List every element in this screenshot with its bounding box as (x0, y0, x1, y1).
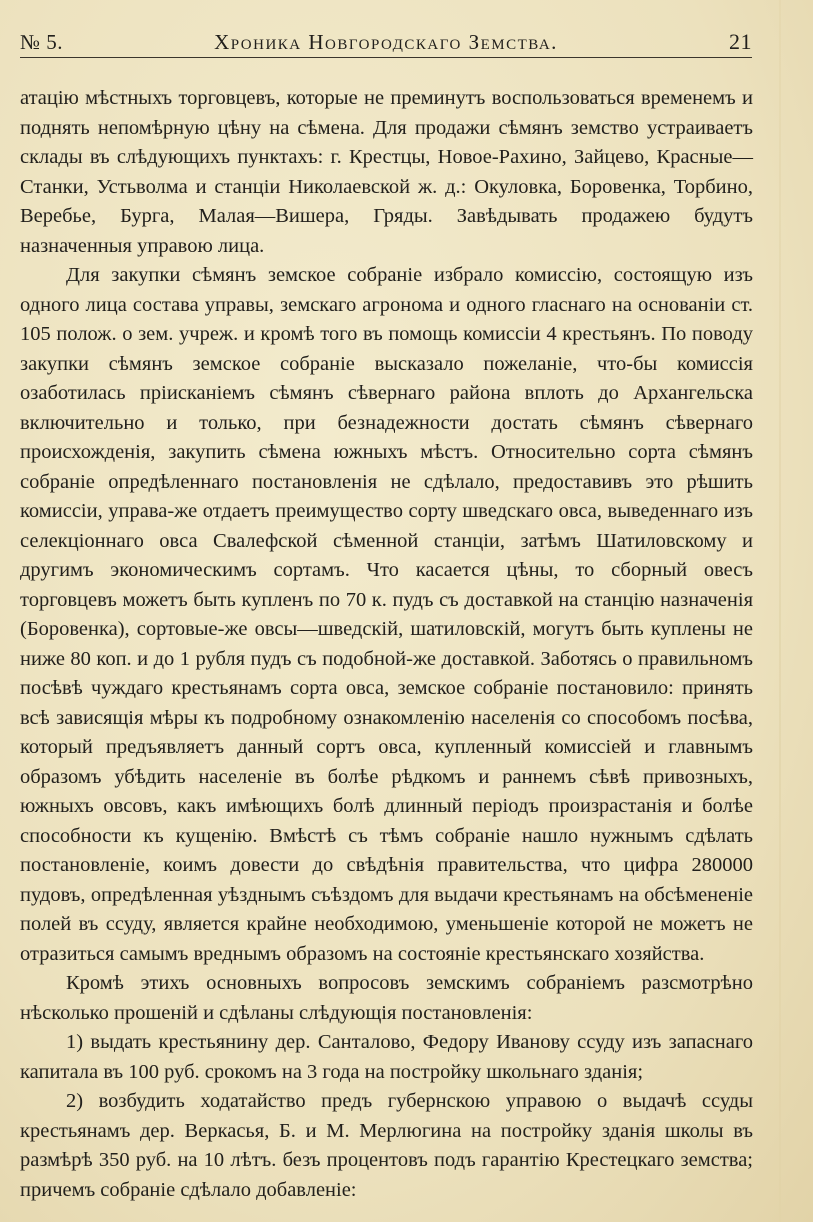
paragraph-petitions-intro: Кромѣ этихъ основныхъ вопросовъ земскимъ собраніемъ разсмотрѣно нѣсколько прошеній и сдѣланы слѣдующія постановленія: (20, 972, 753, 1024)
page-header (20, 26, 752, 58)
issue-number: № 5. (20, 30, 64, 54)
page-crease (779, 0, 781, 1222)
paragraph-item-1: 1) выдать крестьянину дер. Санталово, Федору Иванову ссуду изъ запаснаго капитала въ 100 руб. срокомъ на 3 года на постройку школьнаго зданія; (20, 1031, 753, 1083)
paragraph-item-2: 2) возбудить ходатайство предъ губернскою управою о выдачѣ ссуды крестьянамъ дер. Веркасья, Б. и М. Мерлюгина на постройку зданія школы въ размѣрѣ 350 руб. на 10 лѣтъ. безъ процентовъ подъ гарантію Крестецкаго земства; причемъ собраніе сдѣлало добавленіе: (20, 1090, 753, 1201)
running-title: Хроника Новгородскаго Земства. (214, 30, 558, 54)
body-text (20, 84, 753, 1205)
page-number: 21 (729, 29, 752, 54)
header-rule (20, 57, 752, 58)
paragraph-continuation: атацію мѣстныхъ торговцевъ, которые не преминутъ воспользоваться временемъ и поднять непомѣрную цѣну на сѣмена. Для продажи сѣмянъ земство устраиваетъ склады въ слѣдующихъ пунктахъ: г. Крестцы, Новое-Рахино, Зайцево, Красные—Станки, Устьволма и станціи Николаевской ж. д.: Окуловка, Боровенка, Торбино, Веребье, Бурга, Малая—Вишера, Гряды. Завѣдывать продажею будутъ назначенныя управою лица. (20, 87, 753, 257)
paragraph-seed-purchase: Для закупки сѣмянъ земское собраніе избрало комиссію, состоящую изъ одного лица состава управы, земскаго агронома и одного гласнаго на основаніи ст. 105 полож. о зем. учреж. и кромѣ того въ помощь комиссіи 4 крестьянъ. По поводу закупки сѣмянъ земское собраніе высказало пожеланіе, что-бы комиссія озаботилась пріисканіемъ сѣмянъ сѣвернаго района вплоть до Архангельска включительно и только, при безнадежности достать сѣмянъ сѣвернаго происхожденія, закупить сѣмена южныхъ мѣстъ. Относительно сорта сѣмянъ собраніе опредѣленнаго постановленія не сдѣлало, предоставивъ это рѣшить комиссіи, управа-же отдаетъ преимущество сорту шведскаго овса, выведеннаго изъ селекціоннаго овса Свалефской сѣменной станціи, затѣмъ Шатиловскому и другимъ экономическимъ сортамъ. Что касается цѣны, то сборный овесъ торговцевъ можетъ быть купленъ по 70 к. пудъ съ доставкой на станцію назначенія (Боровенка), сортовые-же овсы—шведскій, шатиловскій, могутъ быть куплены не ниже 80 коп. и до 1 рубля пудъ съ подобной-же доставкой. Заботясь о правильномъ посѣвѣ чуждаго крестьянамъ сорта овса, земское собраніе постановило: принять всѣ зависящія мѣры къ подробному ознакомленію населенія со способомъ посѣва, который предъявляетъ данный сортъ овса, купленный комиссіей и главнымъ образомъ убѣдить населеніе въ болѣе рѣдкомъ и раннемъ сѣвѣ привозныхъ, южныхъ овсовъ, какъ имѣющихъ болѣ длинный періодъ произрастанія и болѣе способности къ кущенію. Вмѣстѣ съ тѣмъ собраніе нашло нужнымъ сдѣлать постановленіе, коимъ довести до свѣдѣнія правительства, что цифра 280000 пудовъ, опредѣленная уѣзднымъ съѣздомъ для выдачи крестьянамъ на обсѣмененіе полей въ ссуду, является крайне необходимою, уменьшеніе которой не можетъ не отразиться самымъ вреднымъ образомъ на состояніе крестьянскаго хозяйства. (20, 264, 753, 965)
